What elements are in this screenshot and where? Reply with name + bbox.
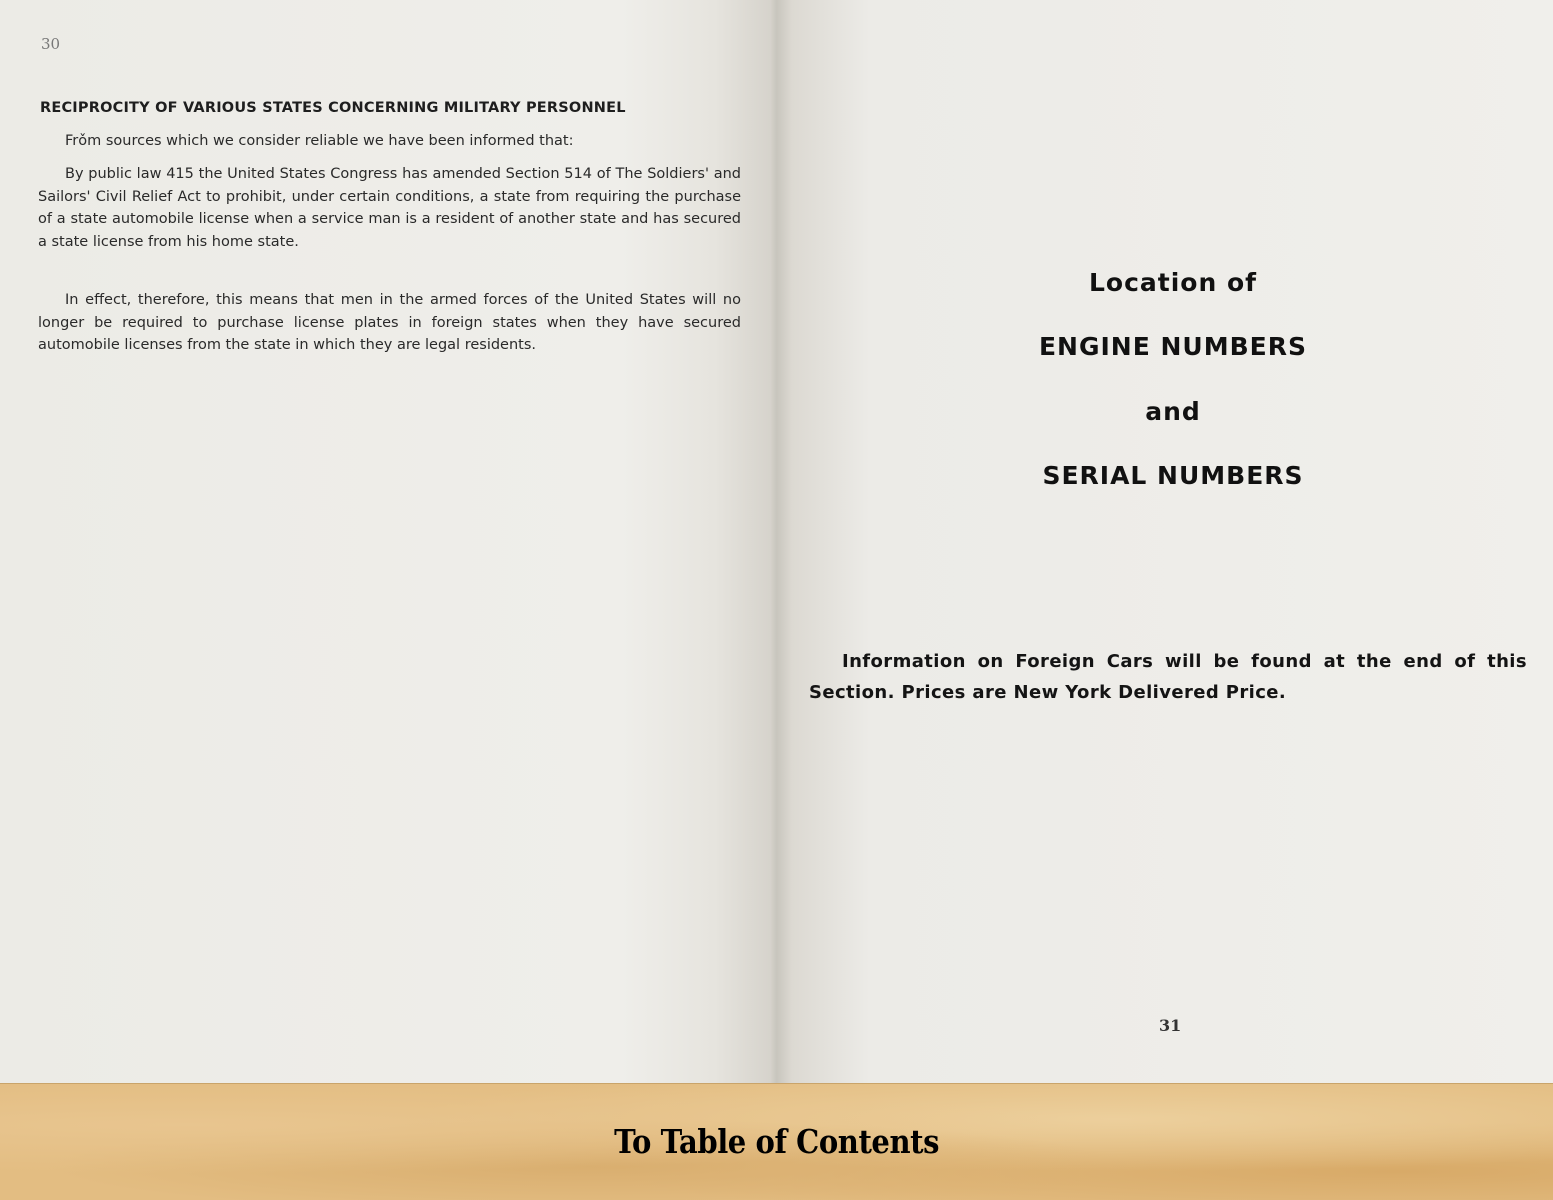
left-page (0, 0, 776, 1083)
title-line-location: Location of (1088, 268, 1258, 297)
paragraph-2: By public law 415 the United States Congress has amended Section 514 of The Soldiers' and Sailors' Civil Relief Act to prohibit, under certain conditions, a state from requiring the purchase of a state automobile license when a service man is a resident of another state and has secured a state license from his home state. (38, 166, 741, 250)
toc-link-label: To Table of Contents (614, 1122, 939, 1161)
right-page (777, 0, 1553, 1083)
title-line-serial-numbers: SERIAL NUMBERS (1042, 461, 1304, 490)
page-number-left: 30 (41, 35, 61, 53)
paragraph-3: In effect, therefore, this means that men in the armed forces of the United States will no longer be required to purchase license plates in foreign states when they have secured automobile licenses from the state in which they are legal residents. (38, 292, 741, 353)
table-of-contents-link[interactable] (0, 1122, 1553, 1161)
title-line-engine-numbers: ENGINE NUMBERS (1038, 332, 1308, 361)
paragraph-1: Frǒm sources which we consider reliable we have been informed that: (65, 133, 574, 149)
section-heading: RECIPROCITY OF VARIOUS STATES CONCERNING MILITARY PERSONNEL (40, 100, 626, 116)
footer-bar (0, 1083, 1553, 1200)
page-number-right: 31 (1159, 1016, 1182, 1035)
title-line-and: and (1145, 397, 1201, 426)
foreign-cars-note: Information on Foreign Cars will be found at the end of this Section. Prices are New York Delivered Price. (809, 651, 1527, 703)
